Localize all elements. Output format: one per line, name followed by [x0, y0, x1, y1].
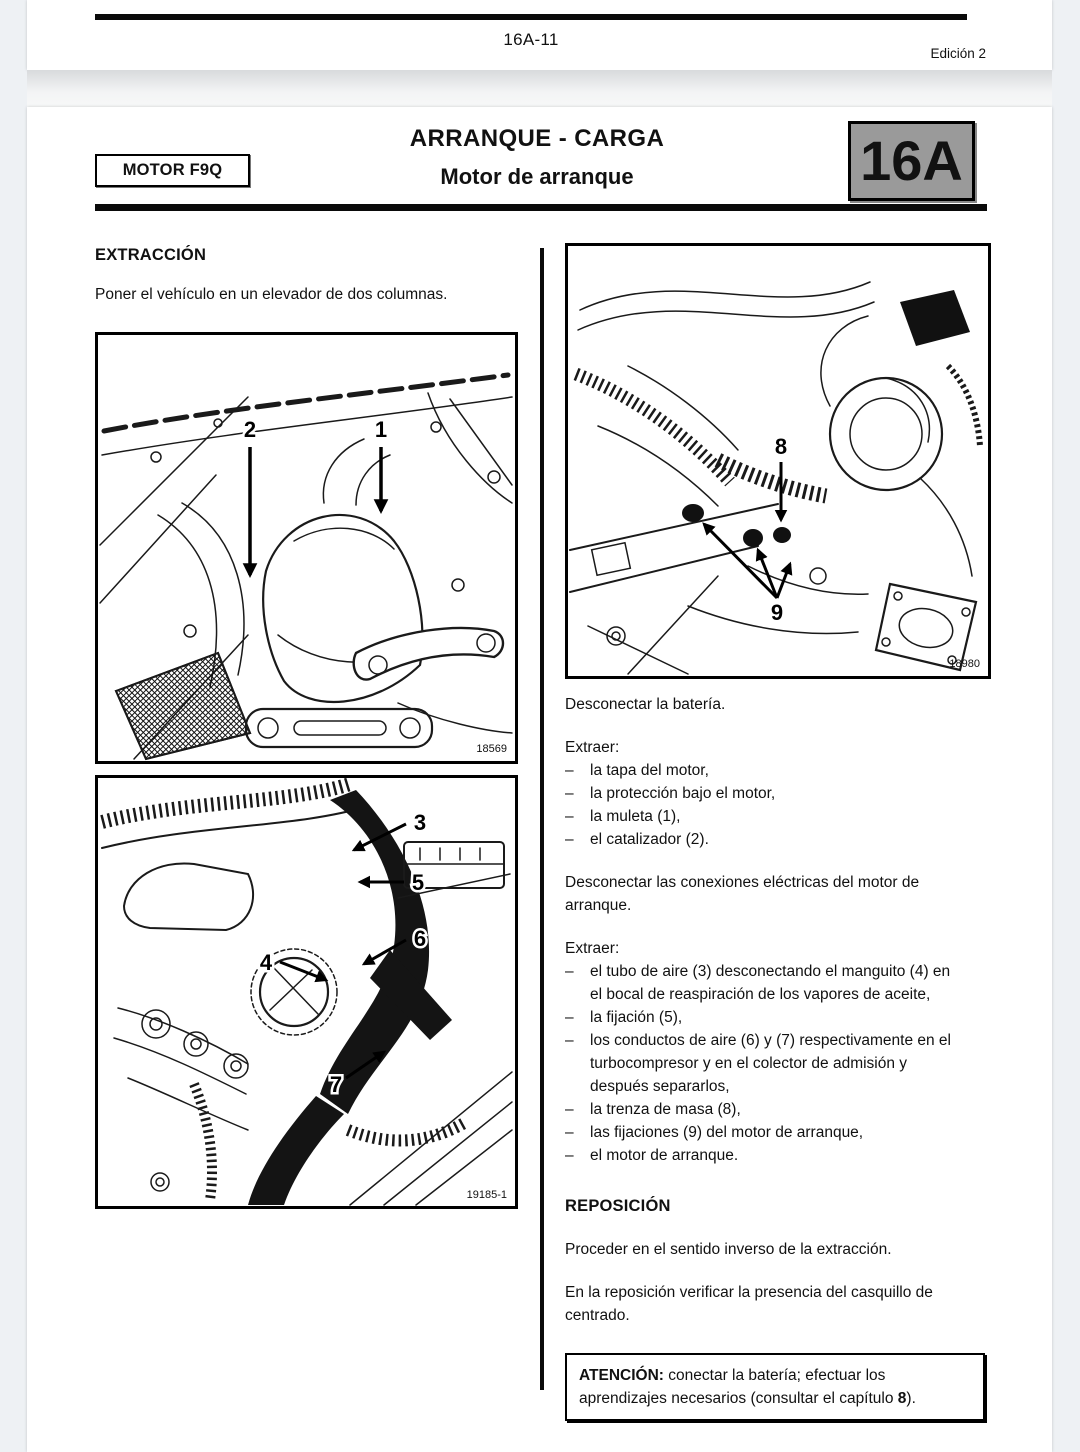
page-gap — [27, 70, 1052, 107]
list-item-dash: – — [565, 1147, 574, 1164]
para-refit: Proceder en el sentido inverso de la extracción. — [565, 1241, 892, 1258]
list-item — [565, 960, 987, 1006]
list-item-dash: – — [565, 808, 574, 825]
list-item-dash: – — [565, 963, 574, 980]
list-item — [565, 805, 987, 828]
para-disconnect-connections: Desconectar las conexiones eléctricas del motor de arranque. — [565, 874, 920, 914]
footer-rule — [95, 14, 967, 20]
list-item-dash: – — [565, 831, 574, 848]
refit-heading: REPOSICIÓN — [565, 1197, 671, 1215]
list-item-text: la tapa del motor, — [590, 762, 709, 779]
previous-page-footer — [27, 0, 1052, 70]
section-code-box — [848, 121, 975, 201]
figure-air-ducts — [95, 775, 518, 1209]
figure-id: 18980 — [949, 658, 980, 670]
header-rule — [95, 204, 987, 211]
callout-label-1: 1 — [374, 417, 388, 442]
extract-label-2: Extraer: — [565, 940, 620, 957]
list-item — [565, 759, 987, 782]
attention-chapter-number: 8 — [897, 1390, 907, 1407]
callout-label-4: 4 — [259, 950, 273, 975]
engine-type-label: MOTOR F9Q — [122, 161, 223, 179]
list-item-text: la protección bajo el motor, — [590, 785, 776, 802]
list-item — [565, 1006, 987, 1029]
callout-label-6: 6 — [413, 926, 427, 951]
attention-label: ATENCIÓN: — [579, 1367, 664, 1384]
list-item-dash: – — [565, 1009, 574, 1026]
page-number: 16A-11 — [503, 30, 559, 49]
extract-list-2 — [565, 960, 987, 1167]
attention-box — [565, 1353, 985, 1421]
chapter-title: ARRANQUE - CARGA — [409, 125, 665, 152]
list-item-text: la trenza de masa (8), — [590, 1101, 741, 1118]
extract-label-1: Extraer: — [565, 739, 620, 756]
callout-arrows — [250, 447, 381, 575]
callout-label-9: 9 — [770, 600, 784, 625]
list-item — [565, 1029, 987, 1098]
figure-starter-fixings — [565, 243, 991, 679]
figure-engine-mount — [95, 332, 518, 764]
engine-type-box — [95, 154, 250, 187]
list-item-text: el motor de arranque. — [590, 1147, 739, 1164]
engine-line-art — [100, 375, 512, 759]
callout-label-3: 3 — [413, 810, 427, 835]
list-item-text: las fijaciones (9) del motor de arranque, — [590, 1124, 864, 1141]
list-item — [565, 1144, 987, 1167]
figure-id: 19185-1 — [466, 1189, 507, 1201]
list-item-text: la muleta (1), — [590, 808, 681, 825]
callout-label-7: 7 — [329, 1072, 343, 1097]
edition-label: Edición 2 — [930, 46, 986, 61]
figure-illustration — [98, 335, 515, 761]
list-item-text: la fijación (5), — [590, 1009, 683, 1026]
chapter-subtitle: Motor de arranque — [440, 164, 634, 189]
list-item-dash: – — [565, 1032, 574, 1049]
chapter-title-block — [257, 125, 817, 190]
callout-label-5: 5 — [411, 870, 425, 895]
list-item-dash: – — [565, 785, 574, 802]
intro-text: Poner el vehículo en un elevador de dos columnas. — [95, 286, 448, 303]
column-divider — [540, 248, 544, 1390]
list-item-dash: – — [565, 762, 574, 779]
list-item-text: el catalizador (2). — [590, 831, 709, 848]
callout-label-8: 8 — [774, 434, 788, 459]
right-column — [565, 693, 987, 1421]
callout-label-2: 2 — [243, 417, 257, 442]
list-item — [565, 828, 987, 851]
list-item — [565, 782, 987, 805]
extraction-heading: EXTRACCIÓN — [95, 246, 207, 264]
list-item-text: el tubo de aire (3) desconectando el manguito (4) en el bocal de reaspiración de los vapores de aceite, — [590, 963, 951, 1003]
list-item — [565, 1098, 987, 1121]
para-disconnect-battery: Desconectar la batería. — [565, 696, 726, 713]
list-item-dash: – — [565, 1124, 574, 1141]
extract-list-1 — [565, 759, 987, 851]
list-item — [565, 1121, 987, 1144]
list-item-dash: – — [565, 1101, 574, 1118]
list-item-text: los conductos de aire (6) y (7) respectivamente en el turbocompresor y en el colector de admisión y después separarlos, — [590, 1032, 951, 1095]
manual-page — [27, 107, 1052, 1452]
para-check-bush: En la reposición verificar la presencia del casquillo de centrado. — [565, 1284, 933, 1324]
attention-suffix: ). — [906, 1390, 916, 1407]
section-code: 16A — [860, 129, 963, 192]
engine-line-art — [102, 784, 512, 1205]
figure-illustration — [568, 246, 988, 676]
figure-illustration — [98, 778, 515, 1206]
figure-id: 18569 — [476, 743, 507, 755]
attention-text: conectar la batería; efectuar los aprendizajes necesarios (consultar el capítulo — [579, 1367, 898, 1407]
